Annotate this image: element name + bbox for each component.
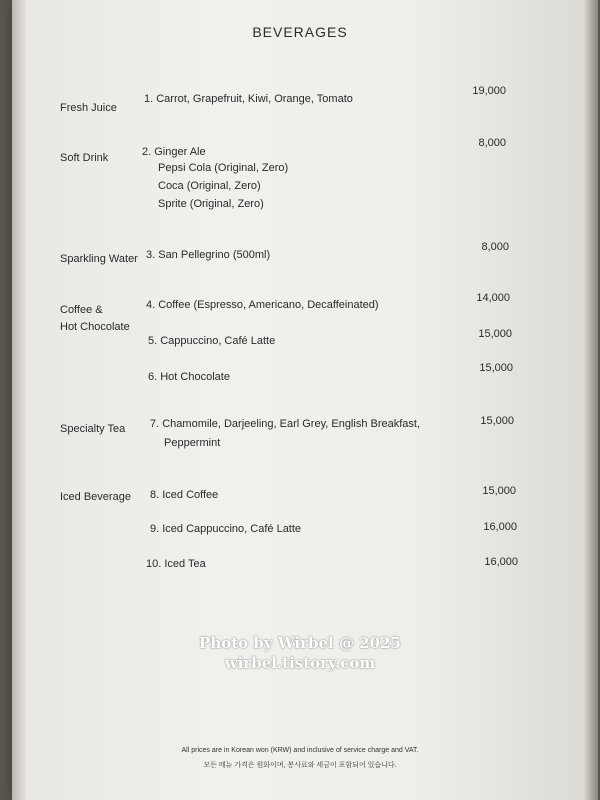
item-2-sub-3: Sprite (Original, Zero)	[158, 198, 264, 210]
watermark-line-1: Photo by Wirbel @ 2025	[199, 634, 401, 652]
page-edge	[584, 0, 598, 800]
item-5: 5. Cappuccino, Café Latte	[148, 335, 276, 347]
footer-note-en: All prices are in Korean won (KRW) and inclusive of service charge and VAT.	[181, 747, 419, 754]
category-coffee-line-2: Hot Chocolate	[60, 321, 130, 333]
item-3: 3. San Pellegrino (500ml)	[146, 249, 271, 261]
item-9: 9. Iced Cappuccino, Café Latte	[150, 523, 302, 535]
category-sparkling-water: Sparkling Water	[60, 253, 138, 265]
price-4: 14,000	[476, 292, 510, 304]
price-10: 16,000	[484, 556, 518, 568]
category-soft-drink: Soft Drink	[60, 152, 109, 164]
price-6: 15,000	[479, 362, 513, 374]
category-specialty-tea: Specialty Tea	[60, 423, 126, 435]
category-coffee-line-1: Coffee &	[60, 304, 103, 316]
item-4: 4. Coffee (Espresso, Americano, Decaffeinated)	[146, 299, 379, 311]
item-2-sub-1: Pepsi Cola (Original, Zero)	[158, 162, 289, 174]
price-9: 16,000	[483, 521, 517, 533]
menu-page	[12, 0, 588, 800]
price-2: 8,000	[478, 137, 506, 149]
category-iced-beverage: Iced Beverage	[60, 491, 131, 503]
item-2-sub-2: Coca (Original, Zero)	[158, 180, 261, 192]
item-8: 8. Iced Coffee	[150, 489, 219, 501]
item-6: 6. Hot Chocolate	[148, 371, 230, 383]
item-10: 10. Iced Tea	[146, 558, 206, 570]
price-3: 8,000	[481, 241, 509, 253]
footer-note-ko: 모든 메뉴 가격은 원화이며, 봉사료와 세금이 포함되어 있습니다.	[203, 762, 397, 769]
category-fresh-juice: Fresh Juice	[60, 102, 117, 114]
item-7-cont: Peppermint	[164, 437, 221, 449]
item-2: 2. Ginger Ale	[142, 146, 206, 158]
item-7: 7. Chamomile, Darjeeling, Earl Grey, English Breakfast,	[150, 418, 421, 430]
watermark-line-2: wirbel.tistory.com	[224, 654, 376, 672]
price-1: 19,000	[472, 85, 506, 97]
page-spine	[12, 0, 26, 800]
price-8: 15,000	[482, 485, 516, 497]
price-7: 15,000	[480, 415, 514, 427]
price-5: 15,000	[478, 328, 512, 340]
item-1: 1. Carrot, Grapefruit, Kiwi, Orange, Tomato	[144, 93, 353, 105]
menu-title: BEVERAGES	[252, 24, 348, 40]
